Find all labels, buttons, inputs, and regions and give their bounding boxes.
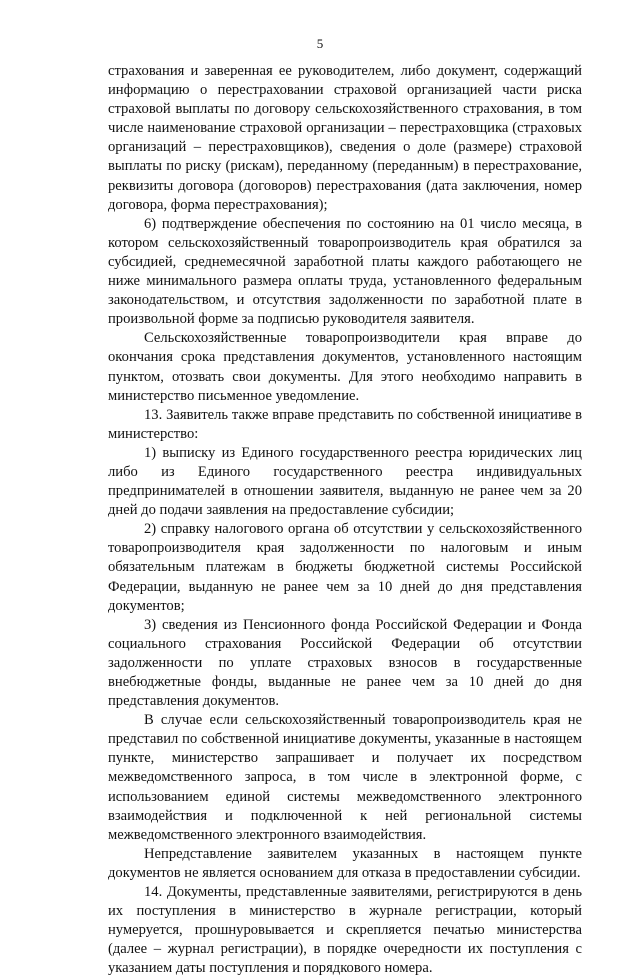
paragraph-section-14: 14. Документы, представленные заявителями, регистрируются в день их поступления в министерство в журнале регистрации, который нумеруется, прошнуровывается и скрепляется печатью министерства (далее – журнал регистрации), в порядке очередности их поступления с указанием даты поступления и порядкового номера. (108, 884, 582, 977)
paragraph-item-3-pension-fund: 3) сведения из Пенсионного фонда Российской Федерации и Фонда социального страхования Российской Федерации об отсутствии задолженности по уплате страховых взносов в государственные внебюджетные фонды, выданные не ранее чем за 10 дней до дня представления документов. (108, 616, 582, 710)
paragraph-insurance-document: страхования и заверенная ее руководителем, либо документ, содержащий информацию о перестраховании страховой организацией части риска страховой выплаты по договору сельскохозяйственного страхования, в том числе наименование страховой организации – перестраховщика (страховых организаций – перестраховщиков), сведения о доле (размере) страховой выплаты по риску (рискам), переданному (переданным) в перестрахование, реквизиты договора (договоров) перестрахования (дата заключения, номер договора, форма перестрахования); (108, 63, 582, 213)
page-number: 5 (316, 36, 324, 51)
paragraph-item-1-registry-extract: 1) выписку из Единого государственного реестра юридических лиц либо из Единого государственного реестра индивидуальных предпринимателей в отношении заявителя, выданную не ранее чем за 20 дней до подачи заявления на предоставление субсидии; (108, 444, 582, 519)
paragraph-item-2-tax-certificate: 2) справку налогового органа об отсутствии у сельскохозяйственного товаропроизводителя края задолженности по налоговым и иным обязательным платежам в бюджеты бюджетной системы Российской Федерации, выданную не ранее чем за 10 дней до дня представления документов; (108, 521, 582, 614)
paragraph-withdraw-documents: Сельскохозяйственные товаропроизводители края вправе до окончания срока представления документов, установленного настоящим пунктом, отозвать свои документы. Для этого необходимо направить в министерство письменное уведомление. (108, 330, 582, 404)
document-body (108, 62, 582, 979)
paragraph-item-6-salary-confirmation: 6) подтверждение обеспечения по состоянию на 01 число месяца, в котором сельскохозяйственный товаропроизводитель края обратился за субсидией, среднемесячной заработной платы каждого работающего не ниже минимального размера оплаты труда, установленного федеральным законодательством, и отсутствия задолженности по заработной плате в произвольной форме за подписью руководителя заявителя. (108, 215, 582, 328)
paragraph-non-submission: Непредставление заявителем указанных в настоящем пункте документов не является основанием для отказа в предоставлении субсидии. (108, 845, 582, 881)
paragraph-interagency-request: В случае если сельскохозяйственный товаропроизводитель края не представил по собственной инициативе документы, указанные в настоящем пункте, министерство запрашивает и получает их посредством межведомственного запроса, в том числе в электронной форме, с использованием единой системы межведомственного электронного взаимодействия и подключенной к ней региональной системы межведомственного электронного взаимодействия. (108, 712, 582, 843)
paragraph-section-13: 13. Заявитель также вправе представить по собственной инициативе в министерство: (108, 406, 582, 442)
